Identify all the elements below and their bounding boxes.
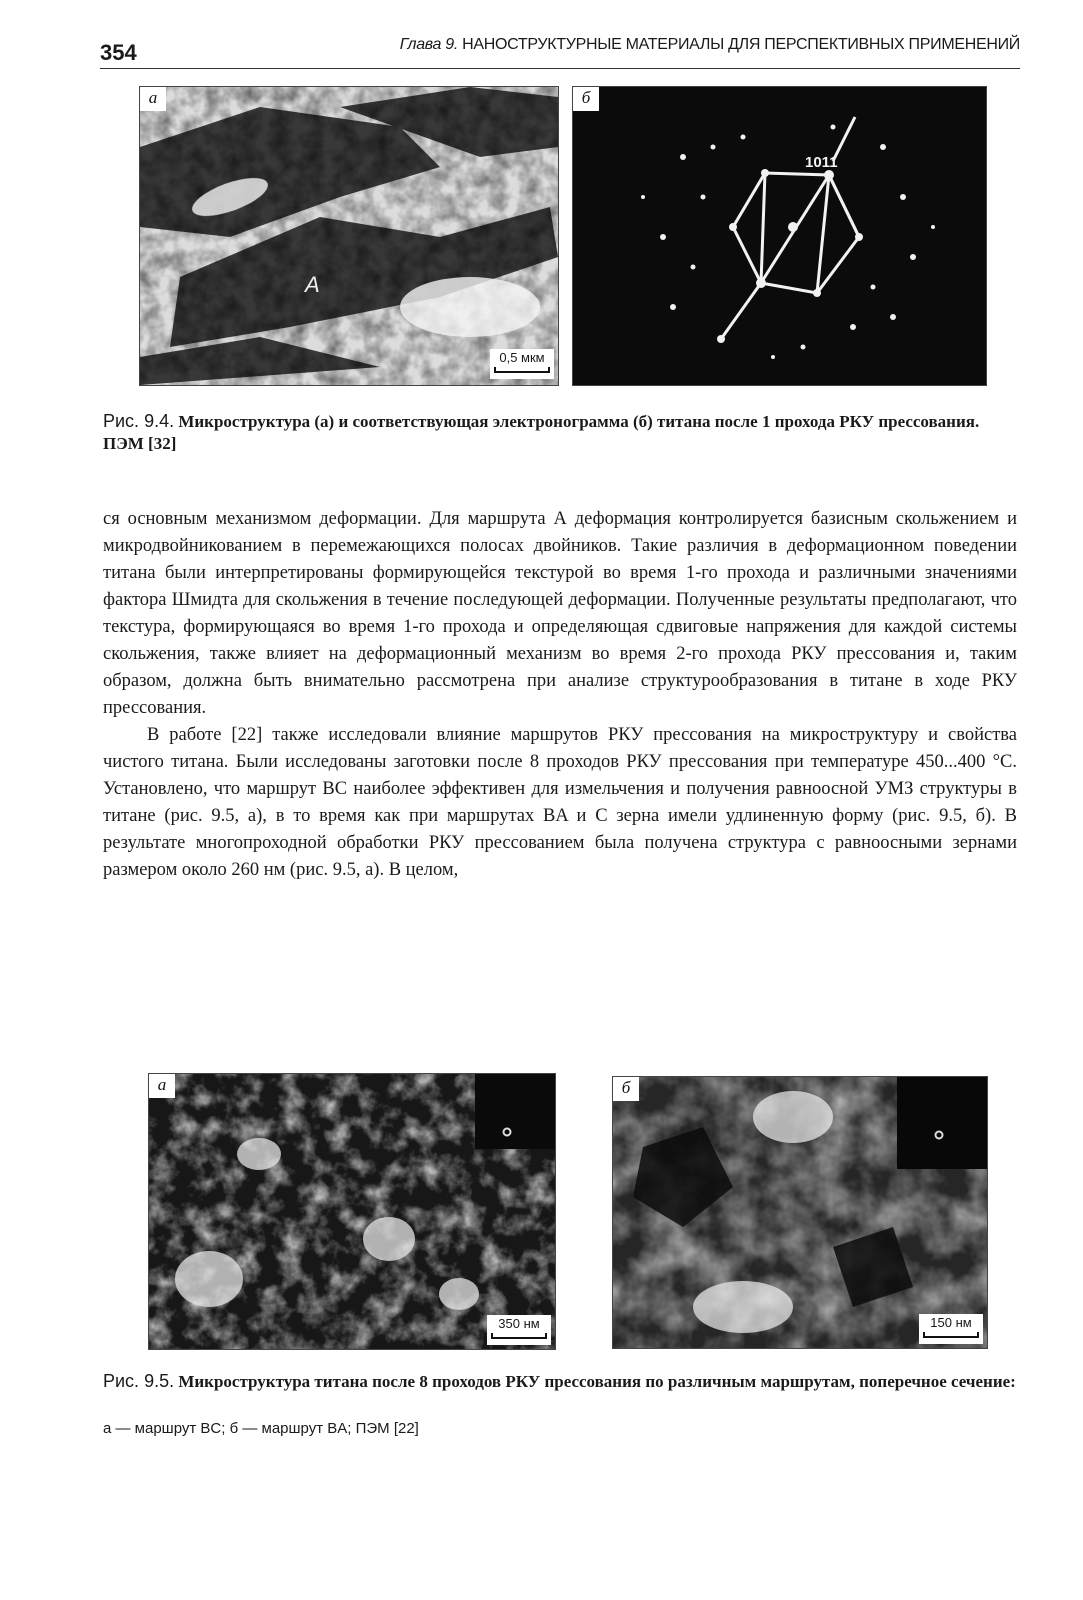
chapter-title: НАНОСТРУКТУРНЫЕ МАТЕРИАЛЫ ДЛЯ ПЕРСПЕКТИВНЫХ ПРИМЕНЕНИЙ	[462, 36, 1020, 53]
scale-bar	[494, 367, 550, 373]
figure-9-5-panel-b	[612, 1076, 988, 1349]
scale-bar-box	[487, 1315, 551, 1345]
running-title	[400, 36, 1020, 54]
header-rule	[100, 68, 1020, 69]
panel-label-a: а	[149, 1074, 175, 1098]
figure-9-5-caption-note: а — маршрут BC; б — маршрут BA; ПЭМ [22]	[103, 1420, 419, 1437]
dislocation-label-a: A	[305, 272, 320, 297]
scale-label: 0,5 мкм	[499, 350, 545, 365]
caption-label: Рис. 9.5.	[103, 1371, 175, 1391]
panel-label-a: а	[140, 87, 166, 111]
scale-label: 150 нм	[930, 1315, 972, 1330]
caption-label: Рис. 9.4.	[103, 411, 175, 431]
page-header	[100, 28, 1020, 70]
page-number: 354	[100, 40, 137, 65]
scale-bar	[491, 1333, 547, 1339]
paragraph-2: В работе [22] также исследовали влияние маршрутов РКУ прессования на микроструктуру и свойства чистого титана. Были исследованы заготовки после 8 проходов РКУ прессования при температуре 450...400 °С. Установлено, что маршрут BC наиболее эффективен для измельчения и получения равноосной УМЗ структуры в титане (рис. 9.5, а), в то время как при маршрутах BA и C зерна имели удлиненную форму (рис. 9.5, б). В результате многопроходной обработки РКУ прессованием была получена структура с равноосными зернами размером около 260 нм (рис. 9.5, а). В целом,	[103, 725, 1017, 880]
paragraph-1: ся основным механизмом деформации. Для маршрута А деформация контролируется базисным скольжением и микродвойникованием в перемежающихся полосах двойников. Такие различия в деформационном поведении титана были интерпретированы формирующейся текстурой во время 1-го прохода и различными значениями фактора Шмидта для скольжения в течение последующей деформации. Полученные результаты предполагают, что текстура, формирующаяся во время 1-го прохода и определяющая сдвиговые напряжения для каждой системы скольжения, также влияет на деформационный механизм во время 2-го прохода РКУ прессования и, таким образом, должна быть внимательно рассмотрена при анализе структурообразования в титане в ходе РКУ прессования.	[103, 509, 1017, 718]
panel-label-b: б	[573, 87, 599, 111]
diffraction-index-label: 1011	[805, 154, 838, 171]
panel-label-b: б	[613, 1077, 639, 1101]
figure-9-4-caption	[103, 410, 1019, 455]
scale-bar	[923, 1332, 979, 1338]
chapter-label: Глава 9.	[399, 36, 458, 53]
figure-9-4-panel-a	[139, 86, 559, 386]
caption-text: Микроструктура титана после 8 проходов РКУ прессования по различным маршрутам, поперечное сечение:	[178, 1372, 1016, 1391]
micrograph-image	[149, 1074, 555, 1349]
diffraction-pattern-image	[573, 87, 986, 385]
caption-text: Микроструктура (а) и соответствующая электронограмма (б) титана после 1 прохода РКУ прессования. ПЭМ [32]	[103, 412, 980, 453]
figure-9-4-panel-b	[572, 86, 987, 386]
micrograph-image	[613, 1077, 987, 1348]
body-text	[103, 506, 1017, 884]
scale-bar-box	[919, 1314, 983, 1344]
scale-label: 350 нм	[498, 1316, 540, 1331]
figure-9-5-caption	[103, 1370, 1019, 1393]
scale-bar-box	[490, 349, 554, 379]
micrograph-image	[140, 87, 558, 385]
figure-9-5-panel-a	[148, 1073, 556, 1350]
